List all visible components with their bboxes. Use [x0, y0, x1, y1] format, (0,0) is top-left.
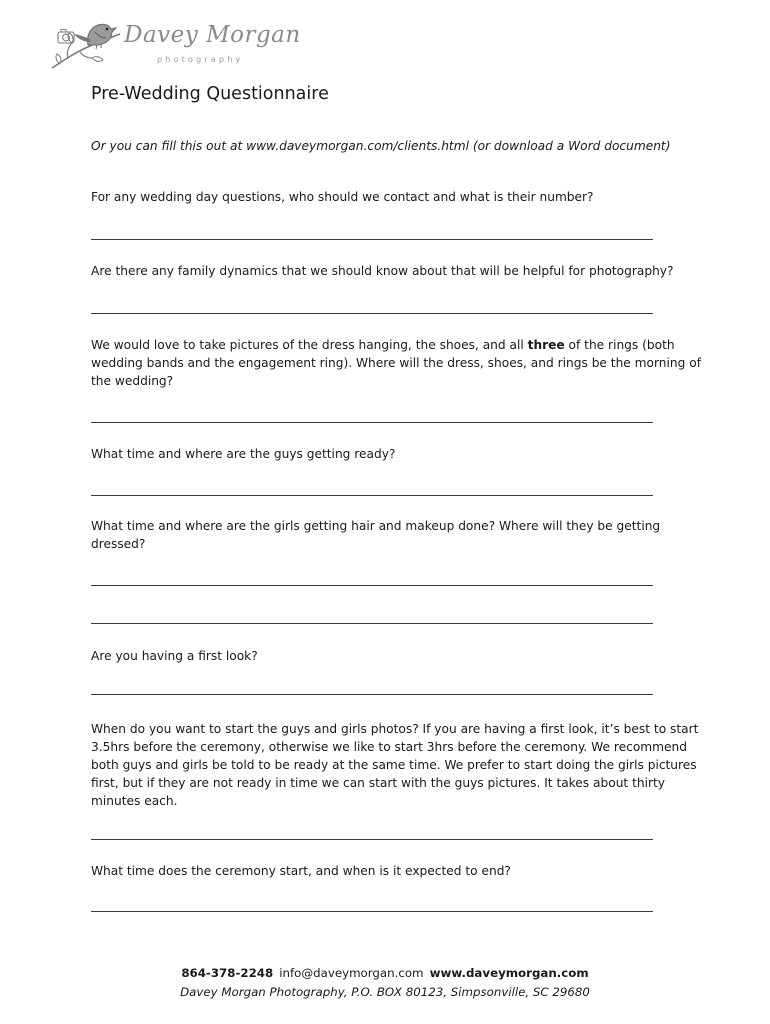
- question-contact: For any wedding day questions, who should we contact and what is their number?: [91, 190, 594, 204]
- intro-text: Or you can fill this out at www.daveymorgan.com/clients.html (or download a Word document): [91, 139, 671, 153]
- question-guys-ready: What time and where are the guys getting ready?: [91, 447, 396, 461]
- question-ceremony-time: What time does the ceremony start, and when is it expected to end?: [91, 864, 511, 878]
- answer-line-dress-shoes-rings[interactable]: [91, 422, 653, 423]
- footer-contact-line: [0, 966, 770, 980]
- page-title: Pre-Wedding Questionnaire: [91, 84, 329, 104]
- question-dress-text-1: We would love to take pictures of the dress hanging, the shoes, and all: [91, 338, 528, 352]
- footer-website[interactable]: www.daveymorgan.com: [429, 966, 589, 980]
- logo-brand-name: Davey Morgan: [124, 22, 301, 48]
- logo-brand-subtitle: photography: [157, 55, 244, 64]
- question-dress-shoes-rings: [91, 336, 703, 390]
- answer-line-girls-1[interactable]: [91, 585, 653, 586]
- answer-line-contact[interactable]: [91, 239, 653, 240]
- question-first-look: Are you having a first look?: [91, 649, 258, 663]
- question-photo-start-time: When do you want to start the guys and girls photos? If you are having a first look, it’s best to start 3.5hrs before the ceremony, otherwise we like to start 3hrs before the ceremony. We recommend both guys and girls be told to be ready at the same time. We prefer to start doing the girls pictures first, but if they are not ready in time we can start with the guys pictures. It takes about thirty minutes each.: [91, 722, 699, 808]
- question-dress-emphasis: three: [527, 338, 565, 352]
- answer-line-photo-start-time[interactable]: [91, 839, 653, 840]
- answer-line-first-look[interactable]: [91, 694, 653, 695]
- answer-line-ceremony-time[interactable]: [91, 911, 653, 912]
- footer-email[interactable]: info@daveymorgan.com: [279, 966, 424, 980]
- footer-phone: 864-378-2248: [181, 966, 274, 980]
- answer-line-guys-ready[interactable]: [91, 495, 653, 496]
- answer-line-girls-2[interactable]: [91, 623, 653, 624]
- question-family-dynamics: Are there any family dynamics that we should know about that will be helpful for photography?: [91, 264, 674, 278]
- question-girls-hair-makeup: What time and where are the girls getting hair and makeup done? Where will they be getting dressed?: [91, 519, 661, 551]
- question-dress-text-2: of the rings (both wedding bands and the engagement ring). Where will the dress, shoes, and rings be the morning of the wedding?: [91, 338, 701, 388]
- brand-logo: [50, 12, 301, 74]
- footer-address: Davey Morgan Photography, P.O. BOX 80123, Simpsonville, SC 29680: [180, 985, 590, 999]
- answer-line-family-dynamics[interactable]: [91, 313, 653, 314]
- bird-camera-logo-icon: [50, 12, 122, 72]
